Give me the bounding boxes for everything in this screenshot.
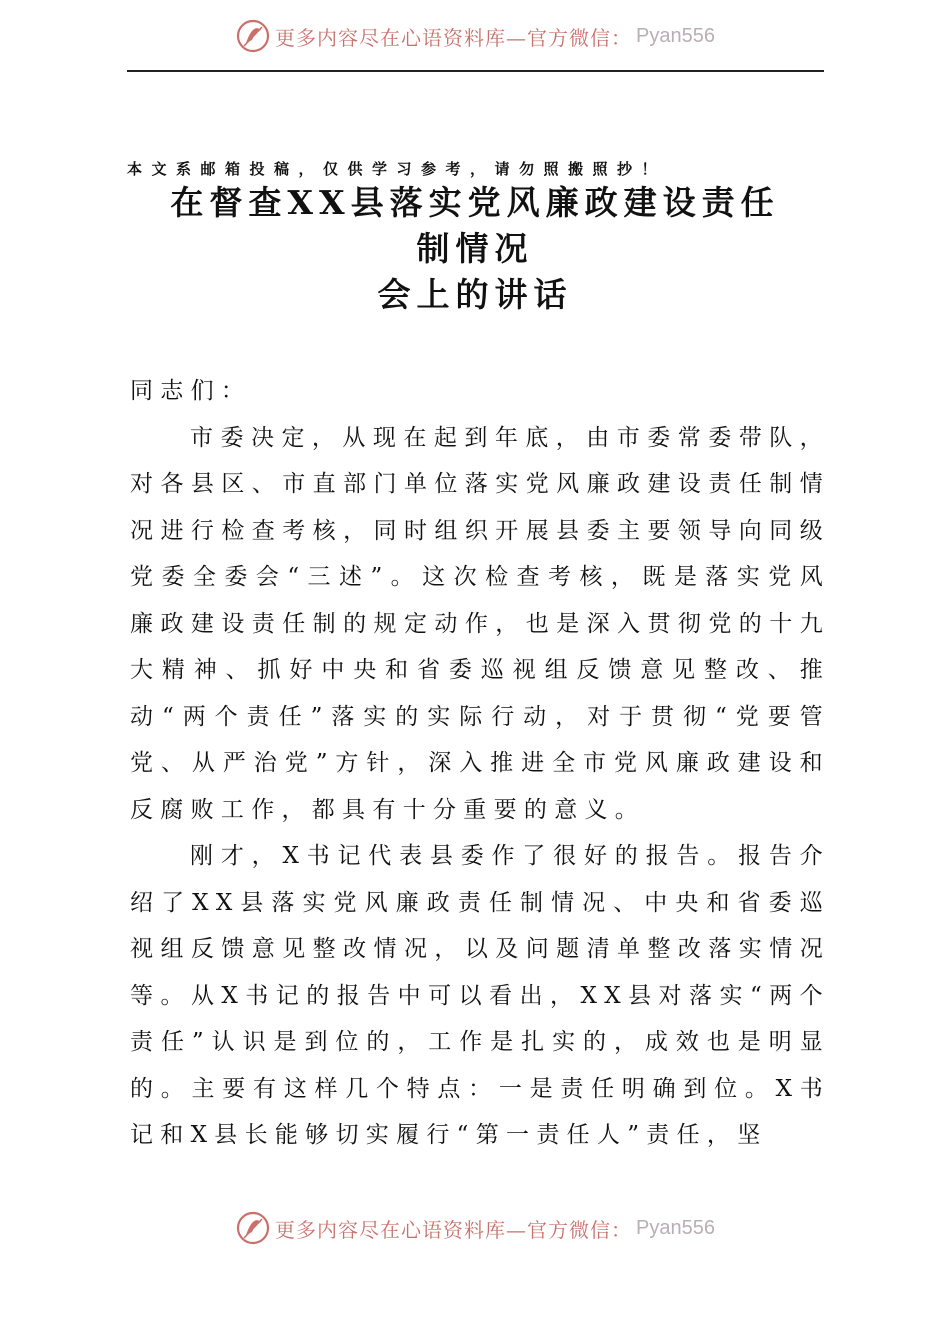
document-notice: 本文系邮箱投稿，仅供学习参考，请勿照搬照抄！ (127, 160, 667, 178)
footer-watermark (0, 1208, 950, 1248)
title-line-1: 在督查XX县落实党风廉政建设责任 (170, 183, 780, 222)
document-body (130, 368, 830, 1159)
watermark-text: 更多内容尽在心语资料库—官方微信： (275, 25, 633, 50)
header-divider (127, 70, 824, 72)
paragraph-2: 刚才，X书记代表县委作了很好的报告。报告介绍了XX县落实党风廉政责任制情况、中央和省委巡视组反馈意见整改情况，以及问题清单整改落实情况等。从X书记的报告中可以看出，XX县对落实“两个责任”认识是到位的，工作是扎实的，成效也是明显的。主要有这样几个特点：一是责任明确到位。X书记和X县长能够切实履行“第一责任人”责任，坚 (130, 843, 830, 1148)
logo-icon (235, 1210, 271, 1246)
watermark-wechat-id: Pyan556 (636, 1216, 715, 1239)
title-line-3: 会上的讲话 (377, 275, 573, 314)
title-line-2: 制情况 (416, 229, 534, 268)
salutation: 同志们： (130, 378, 252, 404)
paragraph-1: 市委决定，从现在起到年底，由市委常委带队，对各县区、市直部门单位落实党风廉政建设责任制情况进行检查考核，同时组织开展县委主要领导向同级党委全委会“三述”。这次检查考核，既是落实党风廉政建设责任制的规定动作，也是深入贯彻党的十九大精神、抓好中央和省委巡视组反馈意见整改、推动“两个责任”落实的实际行动，对于贯彻“党要管党、从严治党”方针，深入推进全市党风廉政建设和反腐败工作，都具有十分重要的意义。 (130, 424, 830, 823)
document-title (118, 180, 832, 318)
logo-icon (235, 18, 271, 54)
watermark-wechat-id: Pyan556 (636, 24, 715, 47)
watermark-text: 更多内容尽在心语资料库—官方微信： (275, 1217, 633, 1242)
header-watermark (0, 16, 950, 56)
